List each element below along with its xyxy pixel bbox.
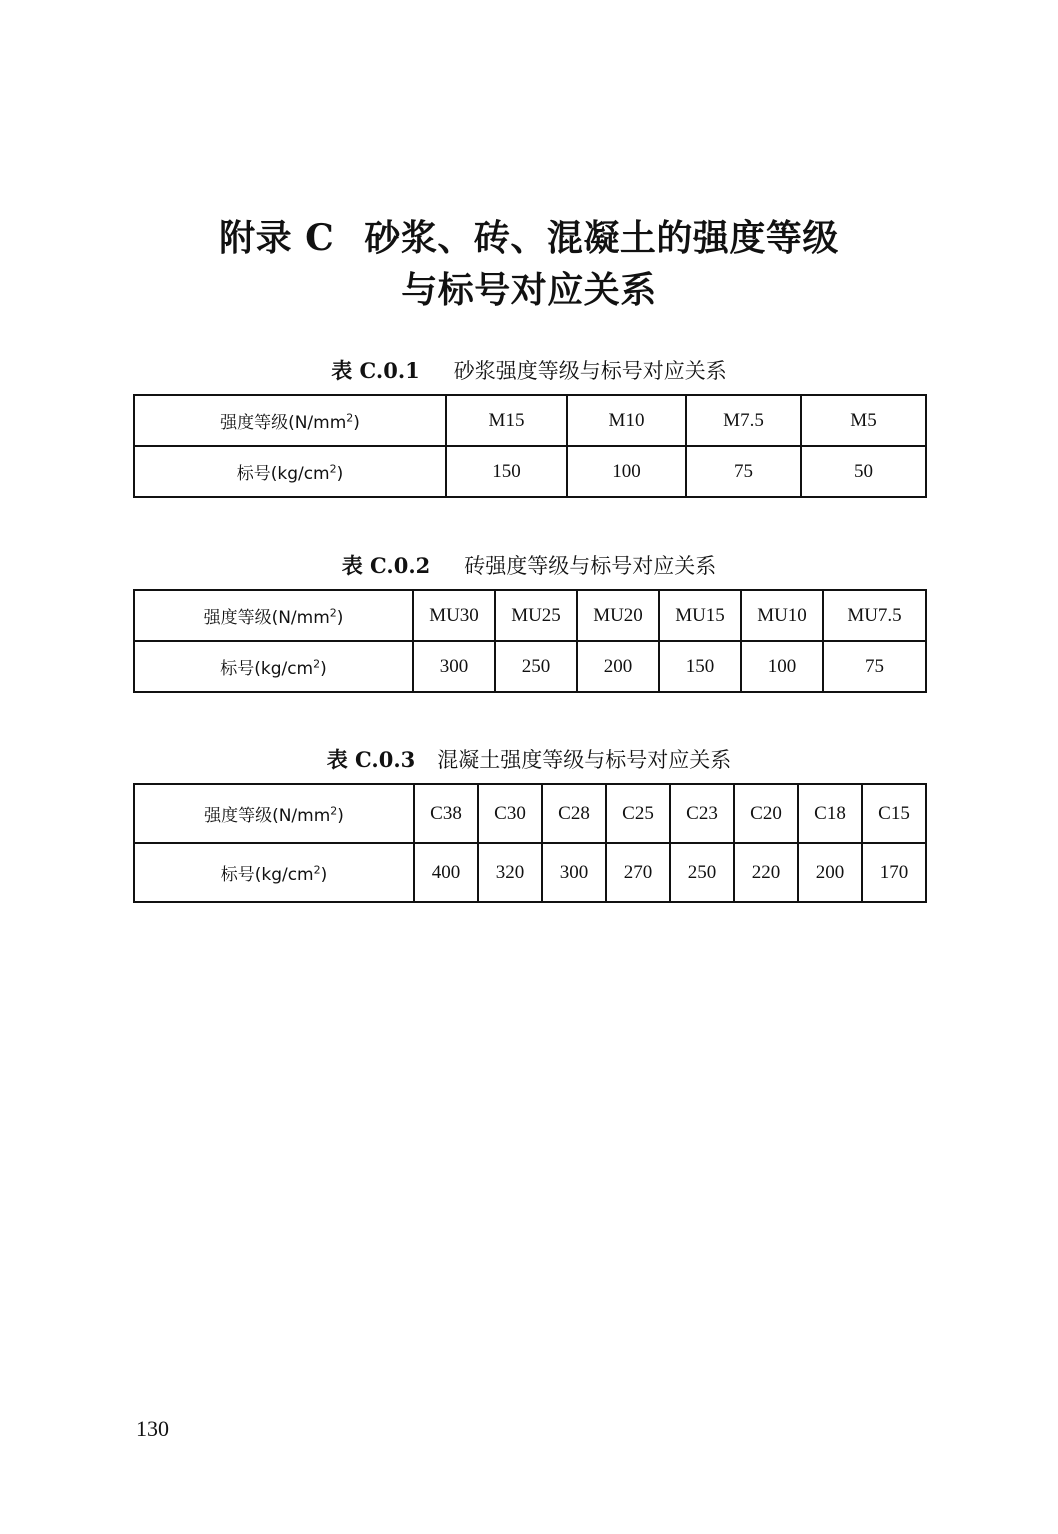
row-header-mark: 标号$(kg/cm^2)$: [134, 843, 414, 902]
table-caption-number: 表 C.0.2: [341, 553, 431, 578]
appendix-title-text: 砂浆、砖、混凝土的强度等级: [364, 217, 839, 259]
concrete-strength-table: [133, 783, 927, 903]
grade-cell: C30: [478, 784, 542, 843]
grade-cell: C28: [542, 784, 606, 843]
table-caption-number: 表 C.0.1: [331, 358, 420, 383]
brick-strength-table: [133, 589, 927, 693]
appendix-title-line1: [0, 212, 1058, 264]
row-header-mark: 标号$(kg/cm^2)$: [134, 446, 446, 497]
grade-cell: M7.5: [686, 395, 801, 446]
row-header-grade: 强度等级$(N/mm^2)$: [134, 395, 446, 446]
mark-cell: 250: [670, 843, 734, 902]
row-header-grade: 强度等级$(N/mm^2)$: [134, 590, 413, 641]
appendix-label: 附录 C: [219, 217, 335, 259]
mark-cell: 400: [414, 843, 478, 902]
table-caption-number: 表 C.0.3: [326, 747, 416, 772]
mark-cell: 270: [606, 843, 670, 902]
grade-cell: MU10: [741, 590, 823, 641]
mark-cell: 220: [734, 843, 798, 902]
mark-cell: 250: [495, 641, 577, 692]
table-caption-text: 砖强度等级与标号对应关系: [464, 554, 717, 578]
grade-cell: MU7.5: [823, 590, 926, 641]
row-header-grade: 强度等级$(N/mm^2)$: [134, 784, 414, 843]
mark-cell: 100: [567, 446, 686, 497]
table-caption-c02: [0, 551, 1058, 581]
grade-cell: M15: [446, 395, 567, 446]
mark-cell: 200: [798, 843, 862, 902]
table-row: [134, 784, 926, 843]
grade-cell: M10: [567, 395, 686, 446]
mark-cell: 150: [659, 641, 741, 692]
table-caption-c03: [0, 745, 1058, 775]
page-number: 130: [136, 1416, 169, 1441]
grade-cell: M5: [801, 395, 926, 446]
mark-cell: 75: [686, 446, 801, 497]
grade-cell: C38: [414, 784, 478, 843]
grade-cell: MU25: [495, 590, 577, 641]
grade-cell: MU30: [413, 590, 495, 641]
mark-cell: 320: [478, 843, 542, 902]
row-header-mark: 标号$(kg/cm^2)$: [134, 641, 413, 692]
mark-cell: 170: [862, 843, 926, 902]
table-caption-text: 混凝土强度等级与标号对应关系: [437, 748, 732, 772]
table-row: [134, 641, 926, 692]
mortar-strength-table: [133, 394, 927, 498]
mark-cell: 75: [823, 641, 926, 692]
grade-cell: C18: [798, 784, 862, 843]
grade-cell: MU15: [659, 590, 741, 641]
grade-cell: C20: [734, 784, 798, 843]
table-caption-text: 砂浆强度等级与标号对应关系: [453, 359, 727, 383]
grade-cell: C25: [606, 784, 670, 843]
table-row: [134, 446, 926, 497]
appendix-title-line2: 与标号对应关系: [401, 269, 657, 311]
mark-cell: 150: [446, 446, 567, 497]
table-row: [134, 843, 926, 902]
table-row: [134, 590, 926, 641]
grade-cell: C15: [862, 784, 926, 843]
mark-cell: 200: [577, 641, 659, 692]
table-caption-c01: [0, 356, 1058, 386]
grade-cell: MU20: [577, 590, 659, 641]
mark-cell: 300: [542, 843, 606, 902]
mark-cell: 50: [801, 446, 926, 497]
table-row: [134, 395, 926, 446]
grade-cell: C23: [670, 784, 734, 843]
mark-cell: 100: [741, 641, 823, 692]
mark-cell: 300: [413, 641, 495, 692]
